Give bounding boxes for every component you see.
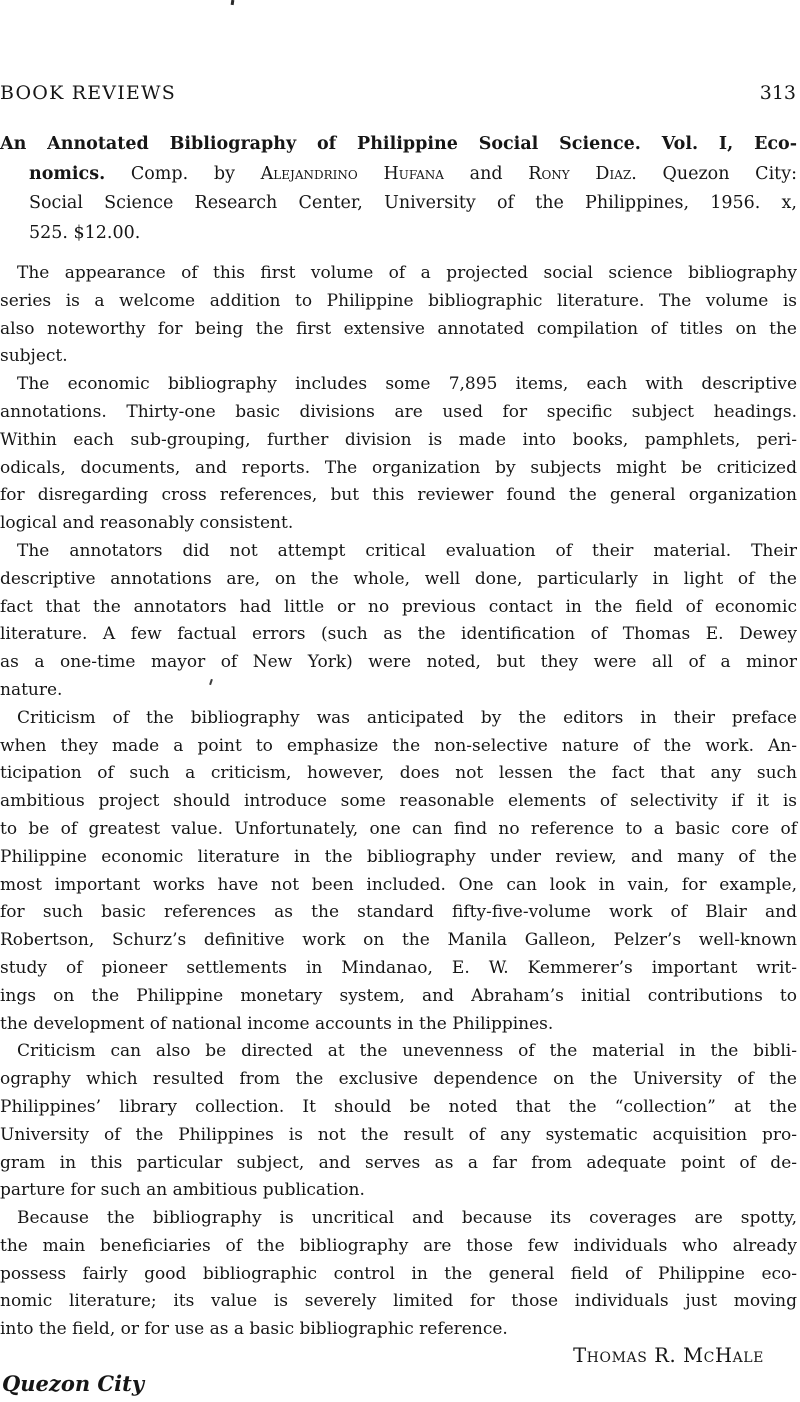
citation-segment: Social Science Research Center, University of the Philippines, 1956. x,	[29, 193, 797, 213]
text-line: Because the bibliography is uncritical and because its coverages are spotty,	[17, 1208, 797, 1229]
text-line: Philippine economic literature in the bibliography under review, and many of the	[0, 846, 797, 867]
running-head	[0, 81, 796, 105]
text-line: nomic literature; its value is severely limited for those individuals just moving	[0, 1291, 797, 1312]
text-line: nature.	[0, 679, 63, 700]
scan-artifact-top	[231, 0, 235, 5]
reviewer-location: Quezon City	[2, 1371, 145, 1396]
text-line: subject.	[0, 346, 68, 367]
citation-segment: 525. $12.00.	[29, 222, 141, 243]
text-line: literature. A few factual errors (such as the identification of Thomas E. Dewey	[0, 624, 797, 645]
citation-segment: An Annotated Bibliography of Philippine Social Science. Vol. I, Eco-	[0, 134, 797, 154]
review-body	[0, 260, 797, 1344]
text-line: fact that the annotators had little or no previous contact in the field of economic	[0, 596, 797, 617]
citation-segment: Alejandrino Hufana	[260, 163, 444, 184]
text-line: The appearance of this first volume of a projected social science bibliography	[17, 263, 797, 283]
text-line: logical and reasonably consistent.	[0, 513, 294, 534]
text-line: as a one-time mayor of New York) were noted, but they were all of a minor	[0, 652, 797, 673]
citation-segment: Rony Diaz	[528, 163, 632, 184]
citation-segment: and	[443, 163, 529, 184]
text-line: Within each sub-grouping, further division is made into books, pamphlets, peri-	[0, 429, 797, 450]
text-line: parture for such an ambitious publication.	[0, 1180, 365, 1201]
text-line: series is a welcome addition to Philippine bibliographic literature. The volume is	[0, 290, 797, 311]
text-line: also noteworthy for being the first extensive annotated compilation of titles on the	[0, 318, 797, 339]
text-line: when they made a point to emphasize the non-selective nature of the work. An-	[0, 735, 797, 756]
text-line: Criticism of the bibliography was anticipated by the editors in their preface	[17, 707, 797, 728]
paragraph	[0, 1205, 797, 1344]
page-number: 313	[759, 82, 796, 104]
text-line: gram in this particular subject, and serves as a far from adequate point of de-	[0, 1152, 797, 1173]
citation-segment: Comp. by	[105, 163, 261, 184]
citation-segment: . Quezon City:	[631, 163, 797, 184]
book-citation	[0, 130, 797, 248]
text-line: most important works have not been included. One can look in vain, for example,	[0, 874, 797, 895]
text-line: The economic bibliography includes some 7,895 items, each with descriptive	[17, 374, 797, 395]
text-line: ambitious project should introduce some reasonable elements of selectivity if it is	[0, 791, 797, 812]
text-line: descriptive annotations are, on the whole, well done, particularly in light of the	[0, 568, 797, 589]
text-line: into the field, or for use as a basic bibliographic reference.	[0, 1319, 508, 1340]
text-line: Criticism can also be directed at the unevenness of the material in the bibli-	[17, 1041, 797, 1062]
text-line: for disregarding cross references, but this reviewer found the general organization	[0, 485, 797, 506]
citation-line	[0, 219, 797, 249]
citation-line	[0, 160, 797, 190]
text-line: the main beneficiaries of the bibliography are those few individuals who already	[0, 1235, 797, 1256]
text-line: Philippines’ library collection. It should be noted that the “collection” at the	[0, 1096, 797, 1117]
citation-line	[0, 189, 797, 219]
text-line: to be of greatest value. Unfortunately, one can find no reference to a basic core of	[0, 818, 797, 839]
citation-segment: nomics.	[29, 163, 106, 184]
text-line: possess fairly good bibliographic control in the general field of Philippine eco-	[0, 1263, 797, 1284]
text-line: University of the Philippines is not the result of any systematic acquisition pro-	[0, 1124, 797, 1145]
text-line: ings on the Philippine monetary system, and Abraham’s initial contributions to	[0, 985, 797, 1006]
text-line: The annotators did not attempt critical evaluation of their material. Their	[17, 540, 797, 561]
paragraph	[0, 705, 797, 1039]
text-line: the development of national income accounts in the Philippines.	[0, 1013, 554, 1034]
paragraph	[0, 1038, 797, 1205]
text-line: study of pioneer settlements in Mindanao, E. W. Kemmerer’s important writ-	[0, 957, 797, 978]
text-line: annotations. Thirty-one basic divisions are used for specific subject headings.	[0, 401, 797, 422]
section-title: BOOK REVIEWS	[0, 82, 176, 104]
text-line: ography which resulted from the exclusive dependence on the University of the	[0, 1069, 797, 1090]
paragraph	[0, 371, 797, 538]
paragraph	[0, 260, 797, 371]
citation-line	[0, 130, 797, 160]
text-line: Robertson, Schurz’s definitive work on the Manila Galleon, Pelzer’s well-known	[0, 930, 797, 951]
text-line: odicals, documents, and reports. The organization by subjects might be criticized	[0, 457, 797, 478]
paragraph	[0, 538, 797, 705]
text-line: for such basic references as the standard fifty-five-volume work of Blair and	[0, 902, 797, 923]
text-line: ticipation of such a criticism, however, does not lessen the fact that any such	[0, 763, 797, 784]
reviewer-signature: Thomas R. McHale	[573, 1344, 764, 1367]
